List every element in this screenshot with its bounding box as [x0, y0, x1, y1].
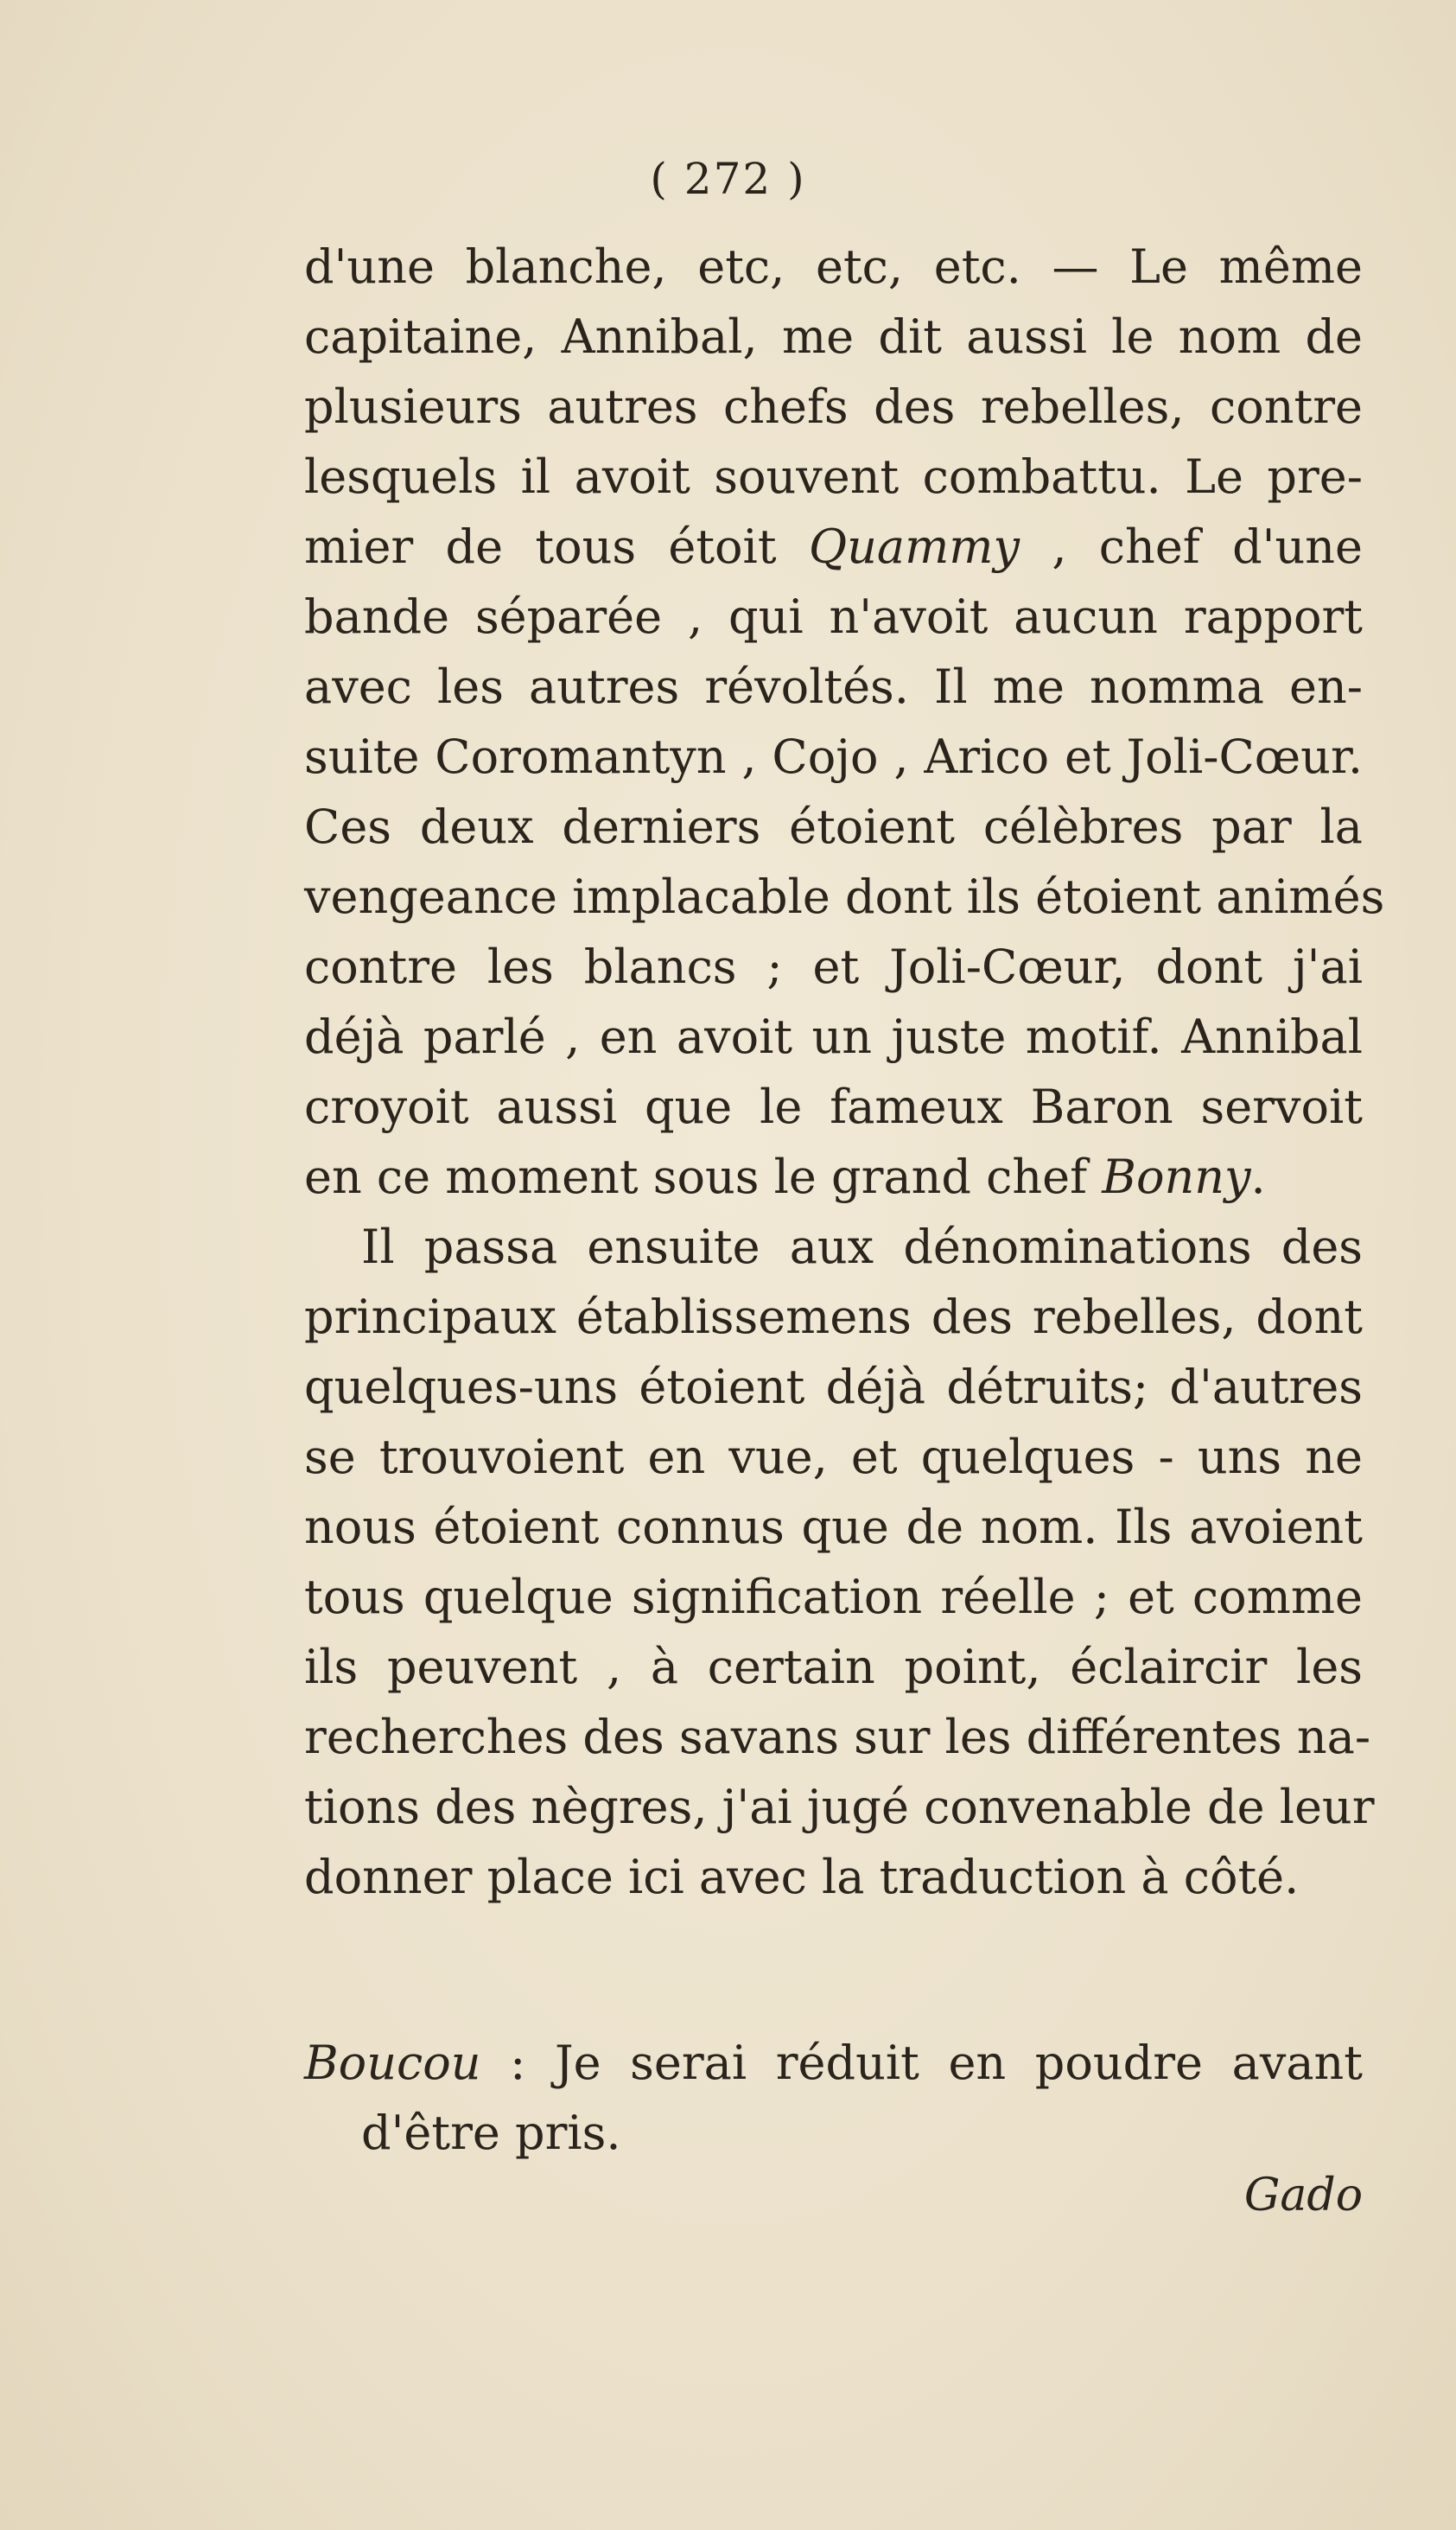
text-line: tous quelque signification réelle ; et comme	[304, 1570, 1363, 1624]
text-line: plusieurs autres chefs des rebelles, contre	[304, 379, 1363, 434]
text-line: lesquels il avoit souvent combattu. Le pre-	[304, 449, 1363, 504]
text-line: principaux établissemens des rebelles, dont	[304, 1290, 1363, 1344]
text-segment: en ce moment sous le grand chef	[304, 1150, 1103, 1204]
text-line	[304, 1142, 1363, 1212]
glossary-entry	[304, 2028, 1363, 2168]
text-segment: .	[1250, 1150, 1266, 1204]
text-line: bande séparée , qui n'avoit aucun rapport	[304, 589, 1363, 644]
main-text	[304, 232, 1385, 1912]
entry-continuation: d'être pris.	[361, 2106, 621, 2160]
text-line: suite Coromantyn , Cojo , Arico et Joli-Cœur.	[304, 730, 1363, 784]
text-line: avec les autres révoltés. Il me nomma en-	[304, 660, 1363, 714]
entry-term: Boucou	[304, 2036, 481, 2090]
chief-name-quammy: Quammy	[808, 519, 1020, 574]
text-line: ils peuvent , à certain point, éclaircir les	[304, 1640, 1363, 1694]
text-line	[304, 512, 1363, 582]
text-line: contre les blancs ; et Joli-Cœur, dont j'ai	[304, 940, 1363, 994]
catchword: Gado	[1243, 2170, 1363, 2221]
text-line: déjà parlé , en avoit un juste motif. Annibal	[304, 1010, 1363, 1064]
text-line: Ces deux derniers étoient célèbres par la	[304, 800, 1363, 854]
chief-name-bonny: Bonny	[1102, 1150, 1251, 1204]
text-segment: mier de tous étoit	[304, 519, 809, 574]
entry-definition: : Je serai réduit en poudre avant	[480, 2036, 1363, 2090]
text-line: capitaine, Annibal, me dit aussi le nom de	[304, 309, 1363, 364]
text-line: nous étoient connus que de nom. Ils avoient	[304, 1500, 1363, 1554]
text-line: vengeance implacable dont ils étoient animés	[304, 870, 1385, 924]
page-number: ( 272 )	[650, 154, 806, 204]
entry-line	[304, 2028, 1363, 2098]
text-line: d'une blanche, etc, etc, etc. — Le même	[304, 239, 1363, 294]
text-line: recherches des savans sur les différentes na-	[304, 1710, 1371, 1764]
text-line: quelques-uns étoient déjà détruits; d'autres	[304, 1360, 1363, 1414]
text-segment: , chef d'une	[1020, 519, 1363, 574]
text-line: Il passa ensuite aux dénominations des	[361, 1220, 1363, 1274]
text-line: donner place ici avec la traduction à côté.	[304, 1850, 1300, 1904]
text-line: tions des nègres, j'ai jugé convenable de leur	[304, 1780, 1375, 1834]
text-line: se trouvoient en vue, et quelques - uns ne	[304, 1430, 1363, 1484]
text-line: croyoit aussi que le fameux Baron servoit	[304, 1080, 1363, 1134]
